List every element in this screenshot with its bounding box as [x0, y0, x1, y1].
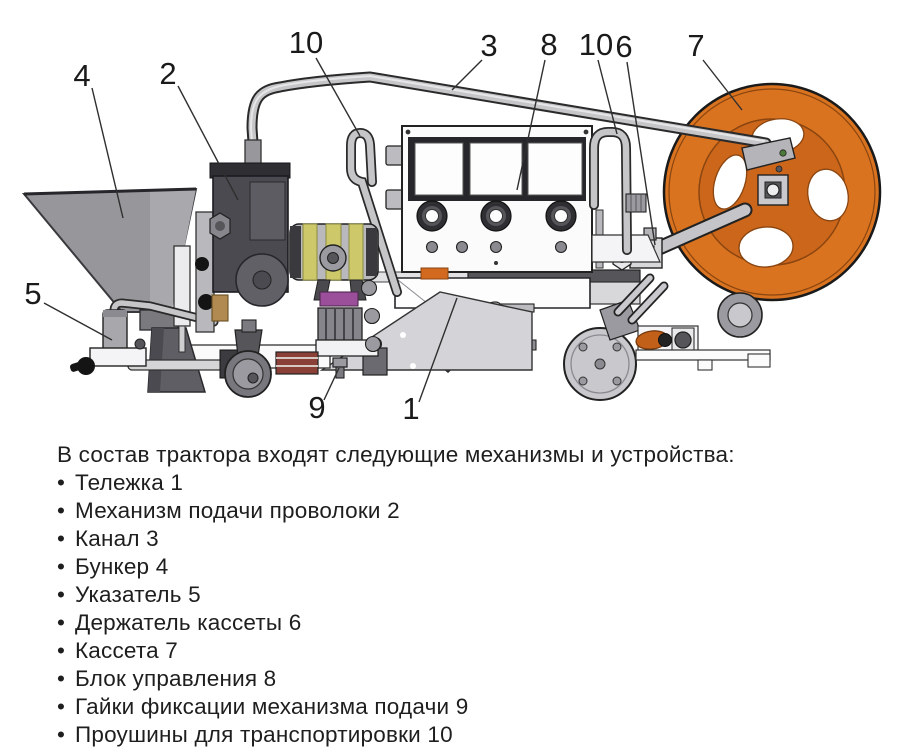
control-unit: [386, 126, 660, 279]
orange-chip: [421, 268, 448, 279]
parts-list-item-label: Канал 3: [75, 526, 159, 551]
parts-list-item-label: Держатель кассеты 6: [75, 610, 302, 635]
parts-list-item-label: Бункер 4: [75, 554, 169, 579]
callout-9: 9: [308, 390, 326, 425]
parts-list-item: [57, 637, 877, 665]
leader-5: [44, 303, 112, 340]
callout-10b: 10: [578, 27, 614, 62]
large-knobs: [417, 201, 576, 231]
bullet: •: [57, 722, 66, 747]
display-window: [528, 143, 582, 195]
parts-list-item: [57, 693, 877, 721]
parts-list-item: [57, 469, 877, 497]
callout-4: 4: [73, 58, 91, 93]
parts-list: [57, 441, 877, 749]
display-window: [470, 143, 522, 195]
parts-list-item: [57, 497, 877, 525]
parts-list-item: [57, 609, 877, 637]
bullet: •: [57, 526, 66, 551]
callout-7: 7: [687, 28, 705, 63]
clamp-assembly: [314, 280, 381, 356]
parts-list-item-label: Гайки фиксации механизма подачи 9: [75, 694, 469, 719]
parts-list-item: [57, 525, 877, 553]
terminal-block: [276, 352, 318, 374]
bullet: •: [57, 638, 66, 663]
callout-6: 6: [615, 29, 633, 64]
purple-roller: [320, 292, 358, 306]
leader-10a: [316, 58, 360, 136]
carriage: [322, 270, 770, 400]
callout-3: 3: [480, 28, 498, 63]
parts-list-item: [57, 581, 877, 609]
parts-list-item-label: Тележка 1: [75, 470, 184, 495]
parts-list-intro: В состав трактора входят следующие механизмы и устройства:: [57, 442, 735, 467]
leader-10b: [598, 60, 617, 134]
parts-list-item-label: Кассета 7: [75, 638, 179, 663]
leader-9: [324, 368, 339, 400]
parts-list-item-label: Проушины для транспортировки 10: [75, 722, 453, 747]
parts-list-item-label: Указатель 5: [75, 582, 201, 607]
bullet: •: [57, 666, 66, 691]
bullet: •: [57, 694, 66, 719]
callout-2: 2: [159, 56, 177, 91]
callout-5: 5: [24, 276, 42, 311]
parts-list-item-label: Механизм подачи проволоки 2: [75, 498, 400, 523]
parts-list-item-label: Блок управления 8: [75, 666, 277, 691]
bullet: •: [57, 610, 66, 635]
callout-1: 1: [402, 391, 420, 426]
leader-2: [178, 86, 238, 200]
parts-list-item: [57, 665, 877, 693]
caster-wheel: [225, 320, 271, 397]
flux-cylinder: [290, 224, 378, 280]
bullet: •: [57, 554, 66, 579]
star-knob: [69, 357, 95, 375]
tan-block: [212, 295, 228, 321]
parts-list-item: [57, 721, 877, 749]
parts-list-items: [57, 469, 877, 749]
callout-10a: 10: [288, 25, 324, 60]
bullet: •: [57, 470, 66, 495]
parts-list-item: [57, 553, 877, 581]
callout-8: 8: [540, 27, 558, 62]
bullet: •: [57, 498, 66, 523]
bullet: •: [57, 582, 66, 607]
display-window: [415, 143, 463, 195]
leader-3: [452, 60, 482, 90]
